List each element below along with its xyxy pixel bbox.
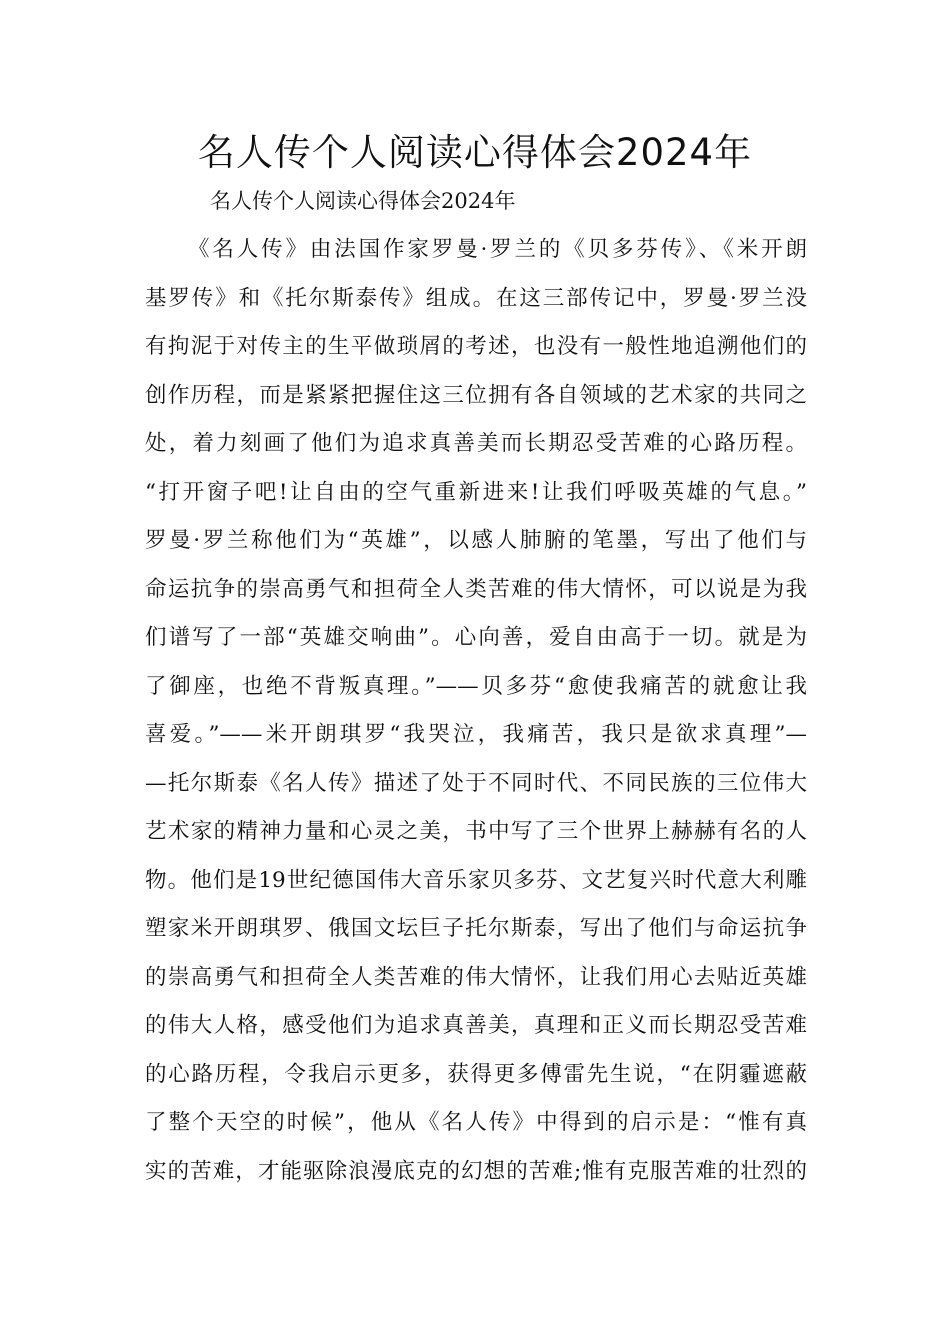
document-title: 名人传个人阅读心得体会2024年 xyxy=(197,131,753,174)
body-line: 罗曼·罗兰称他们为“英雄”，以感人肺腑的笔墨，写出了他们与 xyxy=(145,528,807,553)
body-line: 们谱写了一部“英雄交响曲”。心向善，爱自由高于一切。就是为 xyxy=(145,625,807,650)
body-line: 物。他们是19世纪德国伟大音乐家贝多芬、文艺复兴时代意大利雕 xyxy=(145,867,807,893)
body-line: 基罗传》和《托尔斯泰传》组成。在这三部传记中，罗曼·罗兰没 xyxy=(145,285,807,311)
body-line: 的伟大人格，感受他们为追求真善美，真理和正义而长期忍受苦难 xyxy=(145,1013,807,1038)
document-body xyxy=(145,232,807,1202)
body-line: 艺术家的精神力量和心灵之美，书中写了三个世界上赫赫有名的人 xyxy=(145,819,807,844)
body-line: 喜爱。”——米开朗琪罗“我哭泣，我痛苦，我只是欲求真理”— xyxy=(145,722,807,747)
document-subtitle: 名人传个人阅读心得体会2024年 xyxy=(210,189,516,213)
body-line: 了御座，也绝不背叛真理。”——贝多芬“愈使我痛苦的就愈让我 xyxy=(145,673,807,699)
body-line: 《名人传》由法国作家罗曼·罗兰的《贝多芬传》、《米开朗 xyxy=(188,237,807,262)
body-line: 处，着力刻画了他们为追求真善美而长期忍受苦难的心路历程。 xyxy=(145,431,807,456)
body-line: 的心路历程，令我启示更多，获得更多傅雷先生说，“在阴霾遮蔽 xyxy=(145,1061,807,1087)
body-line: 有拘泥于对传主的生平做琐屑的考述，也没有一般性地追溯他们的 xyxy=(145,334,807,359)
body-line: 实的苦难，才能驱除浪漫底克的幻想的苦难;惟有克服苦难的壮烈的 xyxy=(145,1158,807,1184)
body-line: 命运抗争的崇高勇气和担荷全人类苦难的伟大情怀，可以说是为我 xyxy=(145,576,807,602)
body-line: 的崇高勇气和担荷全人类苦难的伟大情怀，让我们用心去贴近英雄 xyxy=(145,964,807,990)
body-line: 了整个天空的时候”，他从《名人传》中得到的启示是：“惟有真 xyxy=(145,1110,807,1135)
body-line: 塑家米开朗琪罗、俄国文坛巨子托尔斯泰，写出了他们与命运抗争 xyxy=(145,916,807,941)
body-line: 创作历程，而是紧紧把握住这三位拥有各自领域的艺术家的共同之 xyxy=(145,382,807,408)
body-line: —托尔斯泰《名人传》描述了处于不同时代、不同民族的三位伟大 xyxy=(145,770,807,796)
body-line: “打开窗子吧!让自由的空气重新进来!让我们呼吸英雄的气息。” xyxy=(145,479,807,505)
